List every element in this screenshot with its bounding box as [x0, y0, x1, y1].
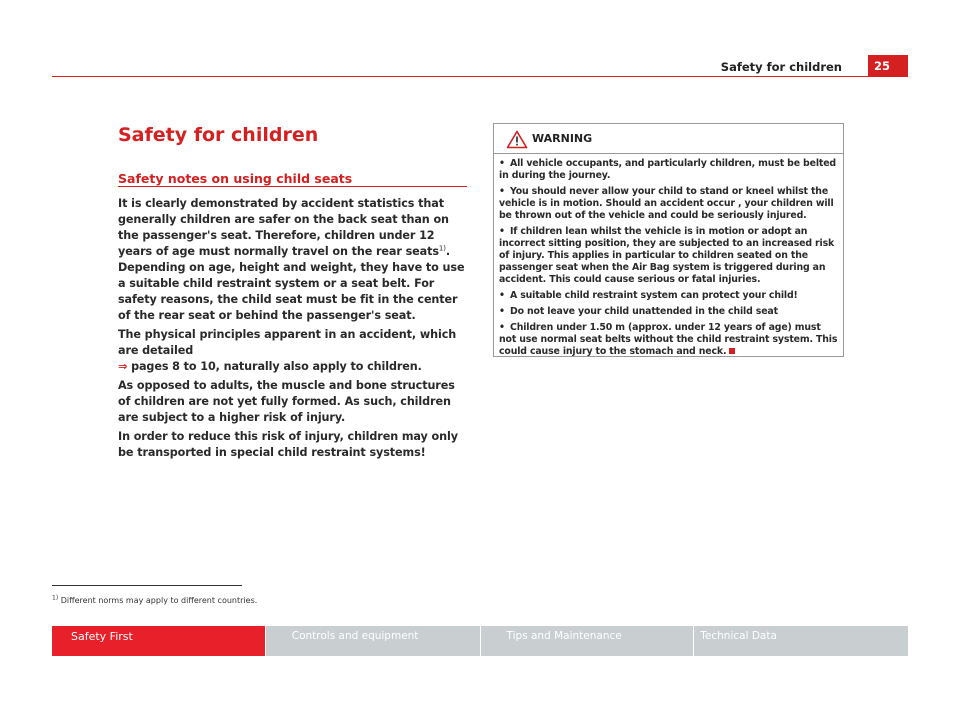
chapter-tabs [52, 626, 908, 656]
cross-reference-arrow-icon[interactable]: ⇒ [118, 360, 128, 373]
warning-box [493, 123, 844, 357]
bullet: • [499, 186, 505, 197]
paragraph-1: It is clearly demonstrated by accident statistics that generally children are safer on the back seat than on the passenger's seat. Therefore, children under 12 years of age must normally travel on the rear seats$^{1)}$. Depending on age, height and weight, they have to use a suitable child restraint system or a seat belt. For safety reasons, the child seat must be fit in the center of the rear seat or behind the passenger's seat. [118, 197, 465, 322]
footnote-rule [52, 585, 242, 586]
tab-controls-and-equipment[interactable]: Controls and equipment [266, 626, 480, 656]
tab-technical-data[interactable]: Technical Data [694, 626, 908, 656]
warning-item: • You should never allow your child to stand or kneel whilst the vehicle is in motion. Should an accident occur , your children will be thrown out of the vehicle and could be seriously injured. [499, 186, 834, 221]
paragraph-3: As opposed to adults, the muscle and bone structures of children are not yet fully formed. As such, children are subject to a higher risk of injury. [118, 379, 455, 424]
section-rule [118, 186, 467, 187]
bullet: • [499, 226, 505, 237]
running-header-title: Safety for children [720, 60, 842, 74]
tab-safety-first[interactable]: Safety First [52, 626, 265, 656]
page-title: Safety for children [118, 124, 319, 146]
bullet: • [499, 158, 505, 169]
body-text [118, 196, 468, 464]
end-mark-icon [729, 348, 735, 354]
footnote-marker: 1) [52, 594, 59, 602]
footnote-reference[interactable]: 1) [438, 244, 446, 253]
footnote [52, 596, 257, 605]
section-heading: Safety notes on using child seats [118, 171, 353, 186]
warning-item: • A suitable child restraint system can protect your child! [499, 290, 798, 301]
warning-item: • Do not leave your child unattended in the child seat [499, 306, 778, 317]
warning-header [494, 124, 843, 154]
warning-item: • If children lean whilst the vehicle is in motion or adopt an incorrect sitting position, they are subjected to an increased risk of injury. This applies in particular to children seated on the passenger seat when the Air Bag system is triggered during an accident. This could cause serious or fatal injuries. [499, 226, 835, 285]
bullet: • [499, 306, 505, 317]
page-number: 25 [868, 55, 908, 77]
header-rule [52, 76, 908, 77]
warning-title: WARNING [532, 132, 593, 145]
warning-list [494, 154, 843, 358]
warning-item: • Children under 1.50 m (approx. under 12 years of age) must not use normal seat belts without the child restraint system. This could cause injury to the stomach and neck. [499, 322, 838, 357]
footnote-text: Different norms may apply to different countries. [58, 596, 258, 605]
warning-triangle-icon [506, 130, 528, 149]
paragraph-2: The physical principles apparent in an accident, which are detailed ⇒ pages 8 to 10, naturally also apply to children. [118, 328, 457, 373]
tab-tips-and-maintenance[interactable]: Tips and Maintenance [481, 626, 694, 656]
warning-item: • All vehicle occupants, and particularly children, must be belted in during the journey. [499, 158, 836, 181]
bullet: • [499, 290, 505, 301]
paragraph-4: In order to reduce this risk of injury, children may only be transported in special child restraint systems! [118, 430, 458, 459]
bullet: • [499, 322, 505, 333]
